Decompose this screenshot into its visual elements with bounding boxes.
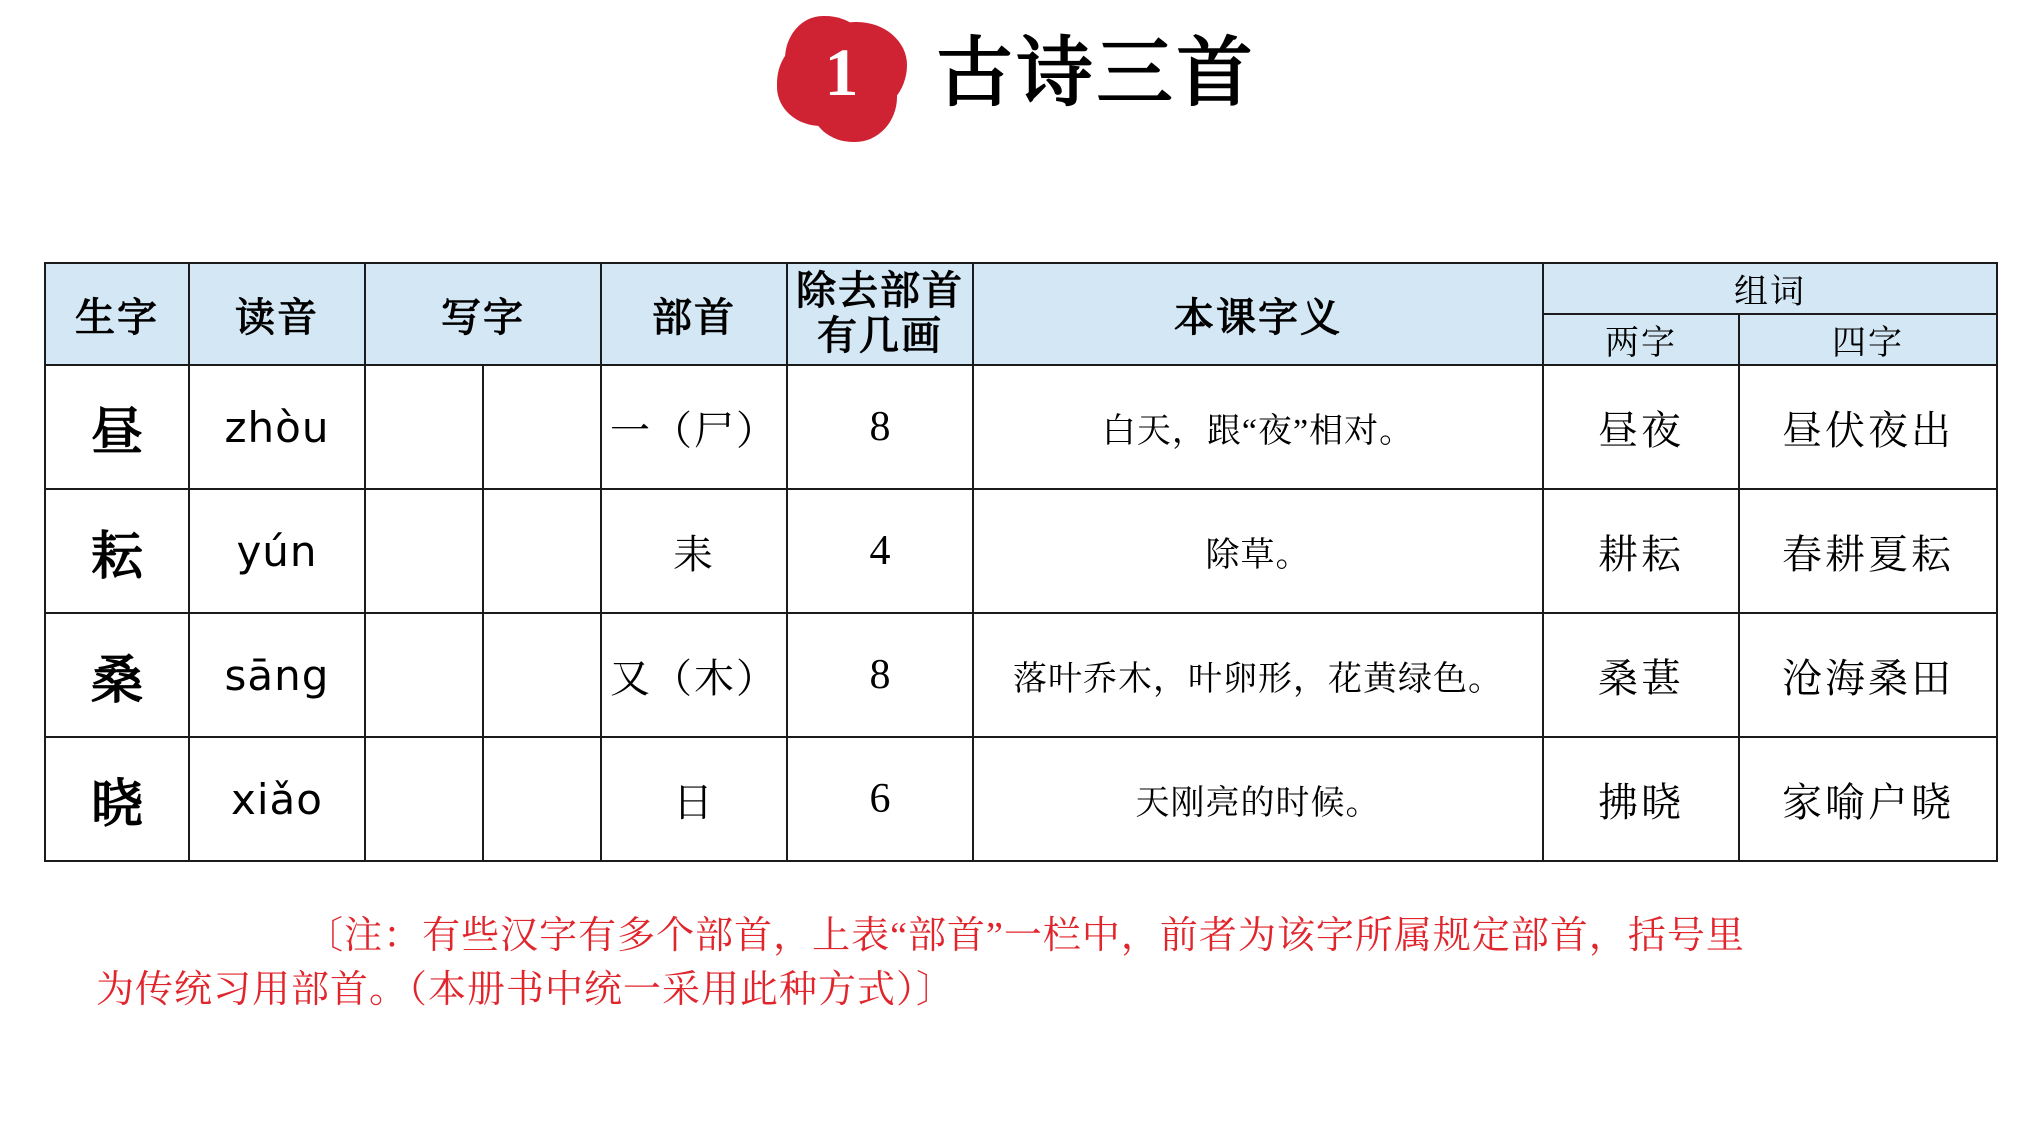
cell-pinyin: sāng (189, 613, 365, 737)
cell-radical: 耒 (601, 489, 787, 613)
table-row (45, 489, 1997, 613)
column-header-word-four: 四字 (1739, 314, 1997, 365)
column-header-char: 生字 (45, 263, 189, 365)
cell-char: 桑 (45, 613, 189, 737)
cell-strokes: 6 (787, 737, 973, 861)
cell-strokes: 8 (787, 613, 973, 737)
cell-char: 昼 (45, 365, 189, 489)
cell-pinyin: zhòu (189, 365, 365, 489)
cell-word-four: 家喻户晓 (1739, 737, 1997, 861)
cell-pinyin: yún (189, 489, 365, 613)
cell-word-four: 沧海桑田 (1739, 613, 1997, 737)
cell-word-four: 春耕夏耘 (1739, 489, 1997, 613)
table-header-row-1 (45, 263, 1997, 314)
cell-write-box-a[interactable] (365, 613, 483, 737)
lesson-number: 1 (824, 34, 859, 110)
cell-write-box-a[interactable] (365, 737, 483, 861)
cell-meaning: 除草。 (973, 489, 1543, 613)
cell-write-box-b[interactable] (483, 737, 601, 861)
column-header-word-two: 两字 (1543, 314, 1739, 365)
cell-meaning: 白天，跟“夜”相对。 (973, 365, 1543, 489)
cell-strokes: 4 (787, 489, 973, 613)
table-head (45, 263, 1997, 365)
footnote-line-1: 〔注：有些汉字有多个部首，上表“部首”一栏中，前者为该字所属规定部首，括号里 (305, 915, 1745, 957)
column-header-radical: 部首 (601, 263, 787, 365)
cell-write-box-a[interactable] (365, 489, 483, 613)
cell-pinyin: xiǎo (189, 737, 365, 861)
footnote-line-2: 为传统习用部首。（本册书中统一采用此种方式）〕 (96, 968, 956, 1011)
column-header-pinyin: 读音 (189, 263, 365, 365)
table-body (45, 365, 1997, 861)
column-header-words: 组词 (1543, 263, 1997, 314)
cell-word-two: 桑葚 (1543, 613, 1739, 737)
footnote (60, 910, 1990, 1018)
cell-word-two: 昼夜 (1543, 365, 1739, 489)
column-header-meaning: 本课字义 (973, 263, 1543, 365)
column-header-strokes (787, 263, 973, 365)
cell-radical: 又（木） (601, 613, 787, 737)
page-header (0, 18, 2037, 130)
table-row (45, 365, 1997, 489)
cell-radical: 日 (601, 737, 787, 861)
character-table-wrapper (44, 262, 1996, 862)
cell-strokes: 8 (787, 365, 973, 489)
cell-write-box-b[interactable] (483, 489, 601, 613)
column-header-strokes-line1: 除去部首 (796, 268, 964, 314)
table-row (45, 613, 1997, 737)
column-header-write: 写字 (365, 263, 601, 365)
lesson-number-badge (781, 18, 901, 130)
cell-write-box-b[interactable] (483, 365, 601, 489)
cell-word-two: 拂晓 (1543, 737, 1739, 861)
cell-write-box-a[interactable] (365, 365, 483, 489)
page-title: 古诗三首 (936, 32, 1257, 116)
column-header-strokes-line2: 有几画 (817, 313, 943, 358)
table-row (45, 737, 1997, 861)
cell-char: 晓 (45, 737, 189, 861)
cell-char: 耘 (45, 489, 189, 613)
cell-word-two: 耕耘 (1543, 489, 1739, 613)
cell-word-four: 昼伏夜出 (1739, 365, 1997, 489)
cell-write-box-b[interactable] (483, 613, 601, 737)
cell-meaning: 天刚亮的时候。 (973, 737, 1543, 861)
cell-radical: 一（尸） (601, 365, 787, 489)
cell-meaning: 落叶乔木，叶卵形，花黄绿色。 (973, 613, 1543, 737)
character-table (44, 262, 1998, 862)
